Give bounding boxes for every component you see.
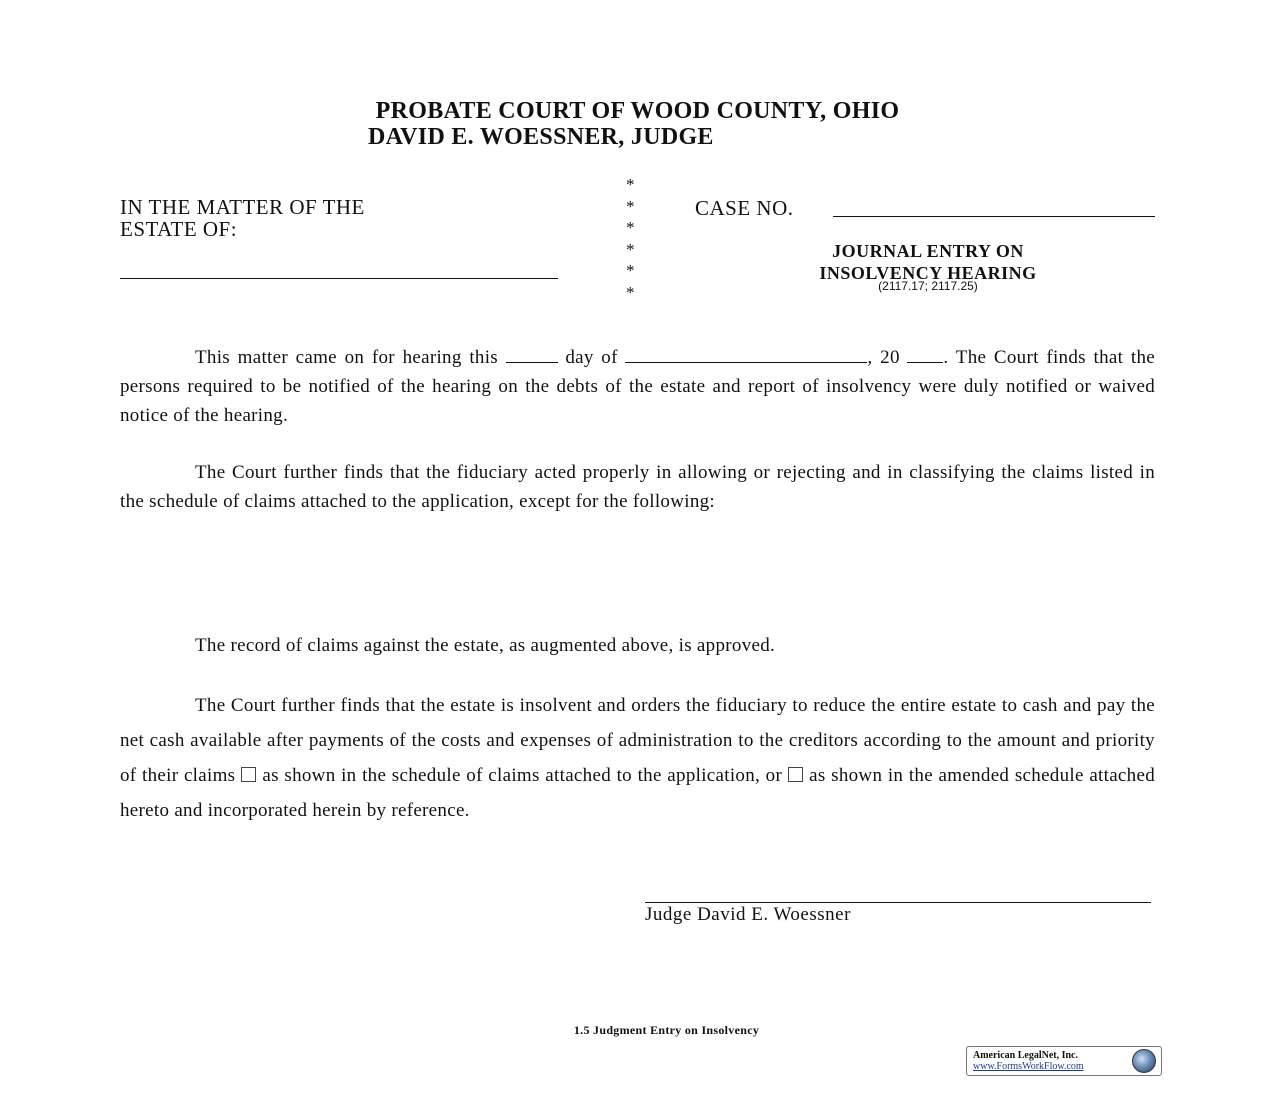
star: * bbox=[626, 261, 635, 280]
publisher-logo[interactable] bbox=[966, 1046, 1162, 1076]
caption-divider-stars bbox=[626, 174, 635, 303]
year-blank[interactable] bbox=[907, 347, 943, 363]
insolvency-text-b: as shown in the schedule of claims attached to the application, or bbox=[262, 765, 783, 786]
entry-title-line-1: JOURNAL ENTRY ON bbox=[832, 241, 1024, 261]
insolvency-text-c: as shown in the amended schedule attached hereto and incorporated herein by reference. bbox=[120, 765, 1156, 821]
statute-reference: (2117.17; 2117.25) bbox=[878, 279, 978, 293]
entry-title-line-2: INSOLVENCY HEARING bbox=[819, 263, 1037, 283]
hearing-text-b: day of bbox=[565, 347, 618, 368]
case-no-blank[interactable] bbox=[833, 216, 1155, 217]
globe-icon bbox=[1132, 1049, 1156, 1073]
case-no-label: CASE NO. bbox=[695, 196, 794, 220]
day-blank[interactable] bbox=[506, 347, 558, 363]
court-title: PROBATE COURT OF WOOD COUNTY, OHIO bbox=[375, 98, 900, 124]
form-footer-title: 1.5 Judgment Entry on Insolvency bbox=[573, 1023, 760, 1037]
month-blank[interactable] bbox=[625, 347, 867, 363]
schedule-checkbox[interactable] bbox=[241, 767, 256, 782]
star: * bbox=[626, 239, 635, 259]
hearing-text-d: . The Court finds that the persons required to be notified of the hearing on the debts of the estate and report of insolvency were duly notified or waived notice of the hearing. bbox=[120, 347, 1155, 426]
hearing-paragraph bbox=[120, 343, 1155, 430]
claims-paragraph: The Court further finds that the fiduciary acted properly in allowing or rejecting and in classifying the claims listed in the schedule of claims attached to the application, except for the following: bbox=[120, 462, 1155, 512]
logo-url-link[interactable]: www.FormsWorkFlow.com bbox=[973, 1061, 1084, 1072]
estate-caption bbox=[120, 196, 365, 240]
matter-line-2: ESTATE OF: bbox=[120, 217, 238, 241]
signature-line[interactable] bbox=[645, 902, 1151, 903]
judge-title: DAVID E. WOESSNER, JUDGE bbox=[368, 124, 714, 150]
matter-line-1: IN THE MATTER OF THE bbox=[120, 195, 365, 219]
hearing-text-a: This matter came on for hearing this bbox=[195, 347, 498, 368]
entry-title bbox=[778, 240, 1078, 284]
hearing-text-c: , 20 bbox=[867, 347, 900, 368]
logo-company-name: American LegalNet, Inc. bbox=[973, 1050, 1078, 1061]
amended-schedule-checkbox[interactable] bbox=[788, 767, 803, 782]
approval-paragraph: The record of claims against the estate, as augmented above, is approved. bbox=[195, 635, 776, 656]
star: * bbox=[626, 218, 635, 237]
insolvency-text-a: The Court further finds that the estate is insolvent and orders the fiduciary to reduce the entire estate to cash and pay the net cash available after payments of the costs and expenses of administration to the creditors according to the amount and priority of their claims bbox=[120, 695, 1155, 786]
signature-name: Judge David E. Woessner bbox=[645, 904, 851, 925]
star: * bbox=[626, 175, 635, 194]
insolvency-paragraph bbox=[120, 688, 1155, 828]
star: * bbox=[626, 282, 635, 302]
star: * bbox=[626, 196, 635, 216]
estate-name-blank[interactable] bbox=[120, 278, 558, 279]
